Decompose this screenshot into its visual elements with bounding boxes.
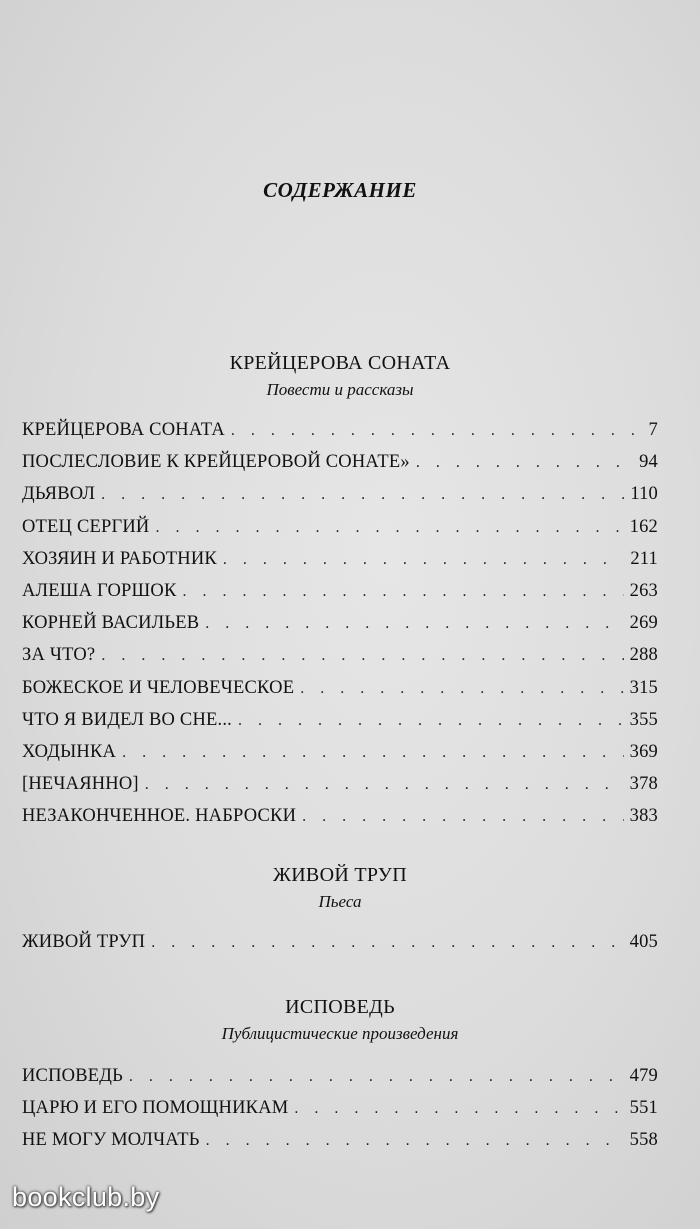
toc-entry — [22, 452, 658, 484]
section-subtitle-kreutzer-sonata: Повести и рассказы — [266, 380, 414, 399]
toc-entry-page: 405 — [629, 932, 658, 952]
toc-entry-title: ИСПОВЕДЬ — [22, 1066, 123, 1086]
toc-entry-title: ХОЗЯИН И РАБОТНИК — [22, 548, 217, 569]
toc-entry — [22, 774, 658, 806]
toc-entry-title: НЕЗАКОНЧЕННОЕ. НАБРОСКИ — [22, 806, 297, 827]
toc-entry-title: ПОСЛЕСЛОВИЕ К КРЕЙЦЕРОВОЙ СОНАТЕ» — [22, 452, 410, 473]
toc-list-section-2 — [22, 932, 658, 964]
toc-entry-page: 110 — [630, 484, 658, 505]
dot-leader — [238, 712, 624, 730]
toc-entry-page: 315 — [629, 677, 658, 698]
dot-leader — [122, 744, 624, 762]
toc-entry-title: ЦАРЮ И ЕГО ПОМОЩНИКАМ — [22, 1098, 289, 1119]
toc-entry-title: АЛЕША ГОРШОК — [22, 580, 177, 601]
dot-leader — [206, 1132, 624, 1150]
toc-entry-title: ЗА ЧТО? — [22, 645, 96, 666]
toc-entry-title: ЖИВОЙ ТРУП — [22, 932, 146, 952]
dot-leader — [145, 776, 624, 794]
dot-leader — [231, 422, 638, 440]
toc-entry — [22, 1066, 658, 1098]
toc-entry-page: 383 — [629, 806, 658, 827]
toc-entry — [22, 549, 658, 581]
toc-entry — [22, 613, 658, 645]
toc-entry — [22, 932, 658, 964]
dot-leader — [300, 680, 623, 698]
toc-entry-page: 263 — [629, 580, 658, 601]
dot-leader — [416, 454, 633, 472]
section-title-kreutzer-sonata: КРЕЙЦЕРОВА СОНАТА — [229, 352, 451, 374]
toc-entry-title: [НЕЧАЯННО] — [22, 774, 139, 795]
dot-leader — [294, 1100, 623, 1118]
toc-entry-title: НЕ МОГУ МОЛЧАТЬ — [22, 1130, 200, 1151]
toc-entry-page: 211 — [630, 548, 658, 569]
toc-entry-page: 558 — [629, 1130, 658, 1151]
contents-title: СОДЕРЖАНИЕ — [263, 178, 417, 202]
toc-entry-page: 288 — [629, 645, 658, 666]
toc-entry-title: ХОДЫНКА — [22, 741, 117, 762]
dot-leader — [223, 551, 624, 569]
toc-entry — [22, 484, 658, 516]
dot-leader — [151, 934, 623, 952]
section-subtitle-living-corpse: Пьеса — [318, 892, 362, 911]
section-title-confession: ИСПОВЕДЬ — [285, 996, 395, 1018]
toc-entry-title: КОРНЕЙ ВАСИЛЬЕВ — [22, 613, 200, 634]
toc-entry — [22, 581, 658, 613]
toc-entry-page: 94 — [639, 452, 658, 473]
toc-entry-page: 269 — [629, 613, 658, 634]
dot-leader — [183, 583, 624, 601]
dot-leader — [302, 808, 623, 826]
dot-leader — [205, 615, 623, 633]
section-subtitle-confession: Публицистические произведения — [221, 1024, 459, 1043]
toc-list-section-1 — [22, 420, 658, 838]
dot-leader — [101, 486, 624, 504]
toc-entry — [22, 742, 658, 774]
toc-entry-title: ЧТО Я ВИДЕЛ ВО СНЕ... — [22, 709, 232, 730]
section-title-living-corpse: ЖИВОЙ ТРУП — [272, 864, 408, 886]
toc-entry — [22, 678, 658, 710]
toc-entry — [22, 645, 658, 677]
toc-entry-page: 162 — [629, 516, 658, 537]
toc-entry-page: 7 — [648, 420, 658, 440]
dot-leader — [129, 1068, 624, 1086]
toc-entry-page: 369 — [629, 741, 658, 762]
toc-entry-page: 355 — [629, 709, 658, 730]
dot-leader — [101, 647, 623, 665]
toc-entry-title: КРЕЙЦЕРОВА СОНАТА — [22, 420, 225, 440]
toc-entry — [22, 806, 658, 838]
toc-entry-title: ДЬЯВОЛ — [22, 484, 96, 505]
toc-entry — [22, 710, 658, 742]
toc-entry — [22, 420, 658, 452]
toc-entry-title: БОЖЕСКОЕ И ЧЕЛОВЕЧЕСКОЕ — [22, 677, 295, 698]
dot-leader — [156, 519, 624, 537]
toc-list-section-3 — [22, 1066, 658, 1163]
toc-entry-page: 378 — [629, 774, 658, 795]
toc-entry-page: 551 — [629, 1098, 658, 1119]
toc-entry-page: 479 — [629, 1066, 658, 1086]
watermark-logo: bookclub.by — [12, 1182, 160, 1212]
toc-entry — [22, 517, 658, 549]
toc-entry-title: ОТЕЦ СЕРГИЙ — [22, 516, 150, 537]
toc-entry — [22, 1098, 658, 1130]
toc-entry — [22, 1130, 658, 1162]
